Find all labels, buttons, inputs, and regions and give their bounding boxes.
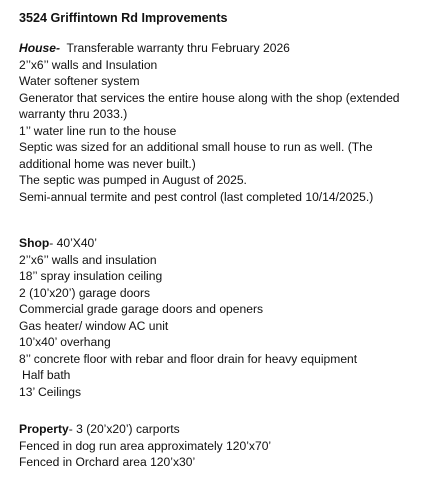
shop-item: Gas heater/ window AC unit [19,318,169,333]
shop-item: Half bath [22,368,71,382]
property-label: Property [19,422,69,436]
shop-item: 2’’x6’’ walls and insulation [19,252,157,267]
section-spacer [19,205,420,235]
house-item: Septic was sized for an additional small house to run as well. (The [19,140,373,154]
house-section [19,40,420,205]
shop-label: Shop [19,236,50,250]
house-item: The septic was pumped in August of 2025. [19,173,247,187]
property-item: Fenced in dog run area approximately 120’x70’ [19,438,272,453]
section-spacer [19,400,420,421]
document-page [19,10,420,471]
shop-item: 10’x40’ overhang [19,335,111,349]
house-item: Water softener system [19,74,140,88]
house-item: 2’’x6’’ walls and Insulation [19,57,158,72]
house-item-continuation: warranty thru 2033.) [19,107,128,121]
shop-item: 13’ Ceilings [19,384,82,399]
property-item: Fenced in Orchard area 120’x30’ [19,455,196,469]
shop-item: 8’’ concrete floor with rebar and floor drain for heavy equipment [19,351,358,366]
shop-item: 2 (10’x20’) garage doors [19,285,151,300]
shop-section [19,235,420,400]
house-warranty-text: Transferable warranty thru February 2026 [60,41,290,55]
property-heading [19,421,420,438]
house-label: House- [19,41,60,55]
shop-size-text: - 40’X40’ [49,236,97,250]
house-heading [19,40,420,57]
house-item-continuation: additional home was never built.) [19,156,196,171]
shop-item: Commercial grade garage doors and openers [19,302,264,316]
shop-item: 18’’ spray insulation ceiling [19,269,163,283]
house-item: Semi-annual termite and pest control (last completed 10/14/2025.) [19,189,374,204]
house-item: Generator that services the entire house along with the shop (extended [19,90,400,105]
document-title: 3524 Griffintown Rd Improvements [19,11,228,25]
property-section [19,421,420,471]
house-item: 1’’ water line run to the house [19,123,177,138]
property-carports-text: - 3 (20’x20’) carports [68,422,180,436]
shop-heading [19,235,420,252]
